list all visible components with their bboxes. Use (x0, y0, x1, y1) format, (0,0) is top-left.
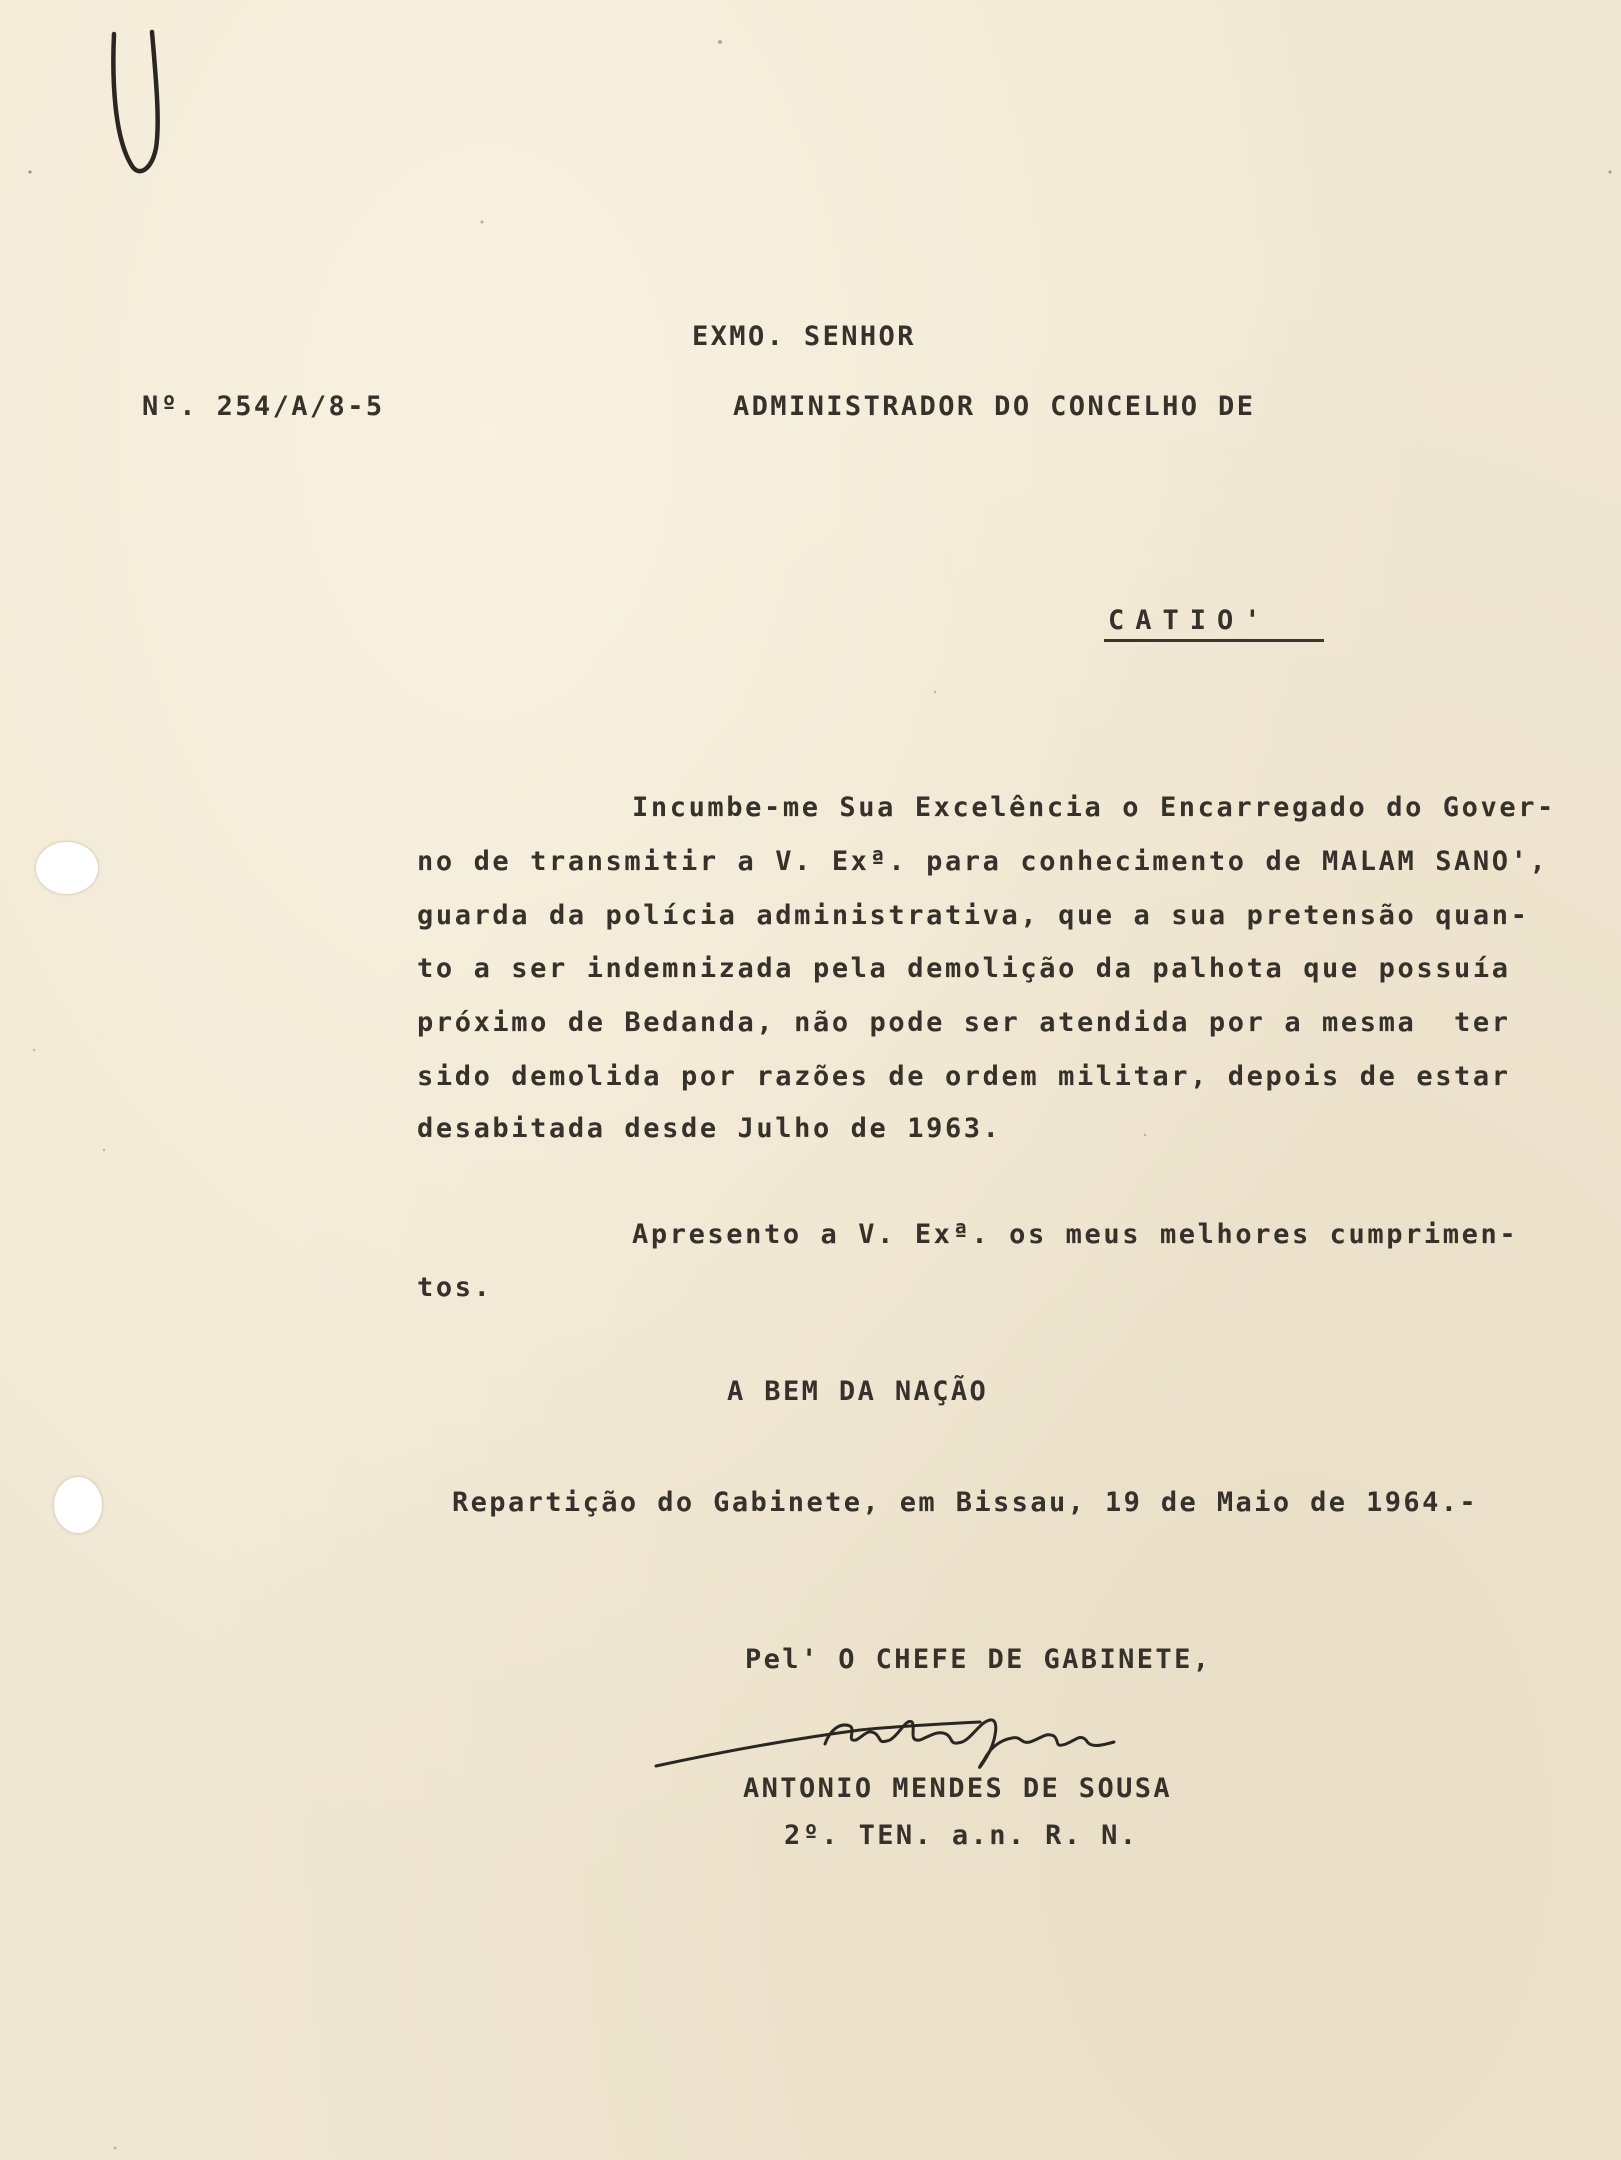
body-line: sido demolida por razões de ordem militar, depois de estar (417, 1061, 1511, 1092)
body-line: to a ser indemnizada pela demolição da palhota que possuía (417, 953, 1511, 984)
addressee: ADMINISTRADOR DO CONCELHO DE (733, 391, 1256, 422)
body-line: no de transmitir a V. Exª. para conhecimento de MALAM SANO', (417, 846, 1549, 877)
punch-hole (54, 1477, 102, 1533)
body-line: Incumbe-me Sua Excelência o Encarregado do Gover- (632, 792, 1556, 823)
body-line: guarda da polícia administrativa, que a sua pretensão quan- (417, 900, 1530, 931)
greeting-line: Apresento a V. Exª. os meus melhores cumprimen- (632, 1219, 1519, 1250)
punch-hole (36, 842, 98, 894)
place-name: CATIO' (1108, 605, 1272, 636)
body-line: próximo de Bedanda, não pode ser atendida por a mesma ter (417, 1007, 1511, 1038)
closing-formula: A BEM DA NAÇÃO (727, 1376, 989, 1407)
signature-role: Pel' O CHEFE DE GABINETE, (745, 1644, 1212, 1675)
reference-number: Nº. 254/A/8-5 (142, 391, 385, 422)
salutation: EXMO. SENHOR (692, 321, 916, 352)
greeting-line: tos. (417, 1272, 493, 1303)
body-line: desabitada desde Julho de 1963. (417, 1113, 1002, 1144)
handwritten-u-mark (108, 28, 168, 178)
signatory-rank: 2º. TEN. a.n. R. N. (784, 1820, 1139, 1851)
date-line: Repartição do Gabinete, em Bissau, 19 de Maio de 1964.- (452, 1487, 1479, 1518)
place-underline (1104, 639, 1324, 642)
signatory-name: ANTONIO MENDES DE SOUSA (743, 1773, 1173, 1804)
